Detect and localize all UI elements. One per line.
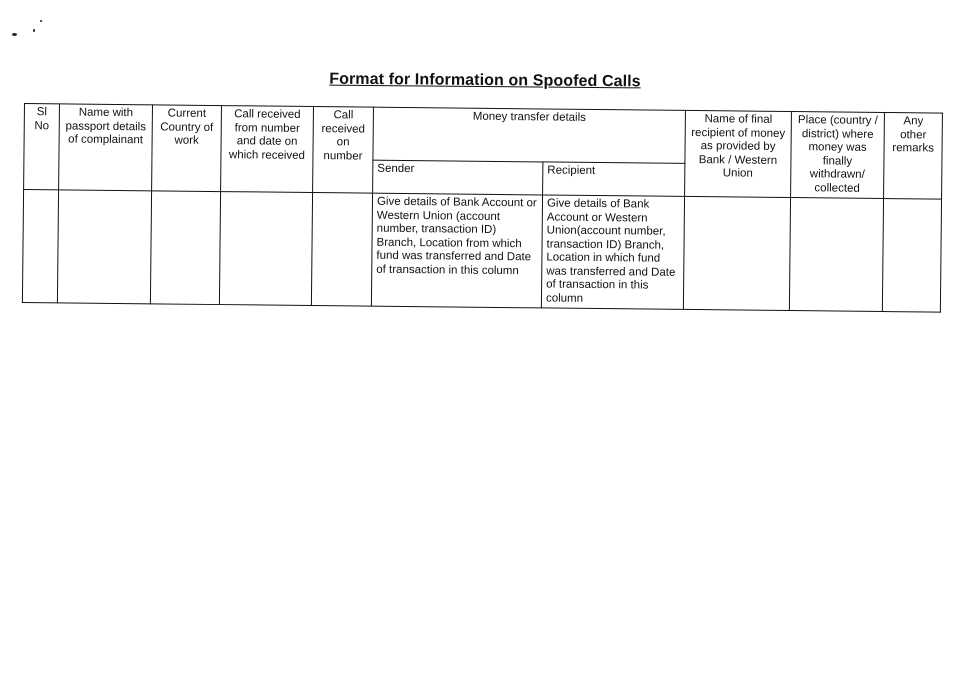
header-final-recipient: Name of final recipient of money as provided by Bank / Western Union: [685, 110, 792, 197]
header-money-transfer: Money transfer details: [373, 107, 686, 163]
cell-withdrawal-place: [789, 198, 883, 312]
cell-current-country: [150, 191, 220, 305]
header-call-received-from: Call received from number and date on which received: [221, 106, 314, 193]
header-sender: Sender: [373, 160, 543, 195]
scan-speck: [40, 20, 42, 22]
scan-speck: [12, 33, 17, 36]
cell-recipient-instructions: Give details of Bank Account or Western Union(account number, transaction ID) Branch, Location in which fund was transferred and Date of transaction in this column: [541, 195, 684, 309]
cell-sender-instructions: Give details of Bank Account or Western Union (account number, transaction ID) Branch, Location from which fund was transferred and Date of transaction in this column: [371, 193, 542, 308]
spoofed-calls-form: [22, 103, 942, 313]
cell-remarks: [882, 199, 941, 313]
cell-name-passport: [57, 190, 151, 304]
header-sl-no: Sl No: [24, 104, 60, 190]
scan-speck: [33, 29, 35, 32]
header-name-passport: Name with passport details of complainant: [59, 104, 153, 191]
header-current-country: Current Country of work: [152, 105, 222, 192]
header-withdrawal-place: Place (country / district) where money was finally withdrawn/ collected: [791, 112, 885, 199]
page-title: Format for Information on Spoofed Calls: [329, 70, 641, 91]
information-table: [22, 103, 943, 313]
cell-call-received-on: [311, 193, 372, 307]
header-recipient: Recipient: [543, 162, 685, 197]
cell-sl-no: [22, 190, 58, 303]
cell-final-recipient: [683, 196, 790, 310]
header-call-received-on: Call received on number: [313, 107, 374, 194]
cell-call-received-from: [219, 192, 312, 306]
header-remarks: Any other remarks: [884, 113, 943, 200]
